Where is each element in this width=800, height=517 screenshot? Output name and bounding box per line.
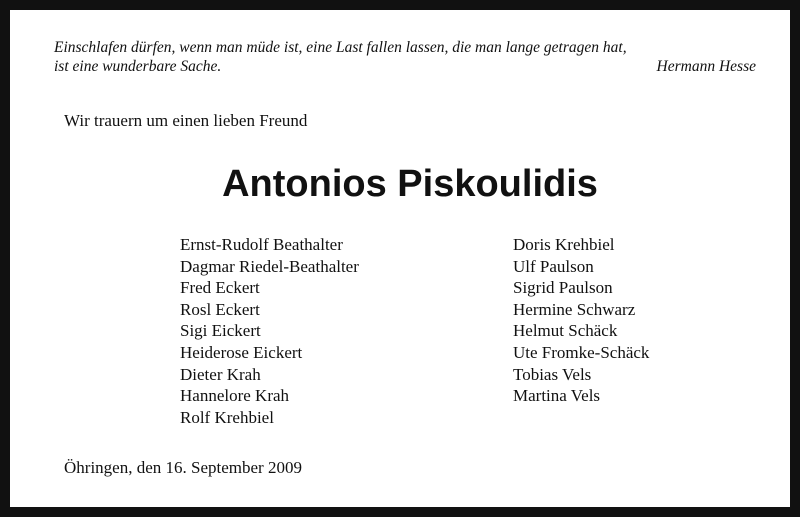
intro-text: Wir trauern um einen lieben Freund	[64, 111, 308, 130]
mourner-name: Ernst-Rudolf Beathalter	[180, 235, 343, 254]
mourner-name: Hannelore Krah	[180, 386, 290, 406]
mourner-name: Tobias Vels	[513, 364, 592, 384]
mourner-name: Fred Eckert	[180, 278, 260, 298]
quote-block	[54, 38, 756, 76]
quote-line-2	[54, 57, 756, 76]
mourner-name: Helmut Schäck	[513, 321, 618, 341]
mourner-name: Dieter Krah	[180, 364, 261, 384]
deceased-name: Antonios Piskoulidis	[222, 163, 598, 205]
mourner-name: Sigrid Paulson	[513, 278, 613, 298]
mourners-list-right	[513, 234, 649, 407]
mourner-name: Sigi Eickert	[180, 321, 261, 341]
mourner-name: Doris Krehbiel	[513, 235, 615, 254]
mourner-name: Rolf Krehbiel	[180, 407, 274, 427]
mourner-name: Rosl Eckert	[180, 299, 260, 319]
mourner-name: Dagmar Riedel-Beathalter	[180, 256, 359, 276]
mourner-name: Ute Fromke-Schäck	[513, 342, 650, 362]
quote-text-line-2: ist eine wunderbare Sache.	[54, 58, 222, 75]
mourners-list-left	[180, 234, 359, 428]
quote-author: Hermann Hesse	[656, 58, 756, 75]
mourner-name: Hermine Schwarz	[513, 299, 636, 319]
place-and-date: Öhringen, den 16. September 2009	[64, 458, 302, 477]
mourner-name: Ulf Paulson	[513, 256, 594, 276]
quote-text-line-1: Einschlafen dürfen, wenn man müde ist, eine Last fallen lassen, die man lange getragen hat,	[54, 39, 627, 56]
mourner-name: Heiderose Eickert	[180, 342, 303, 362]
mourner-name: Martina Vels	[513, 386, 601, 406]
